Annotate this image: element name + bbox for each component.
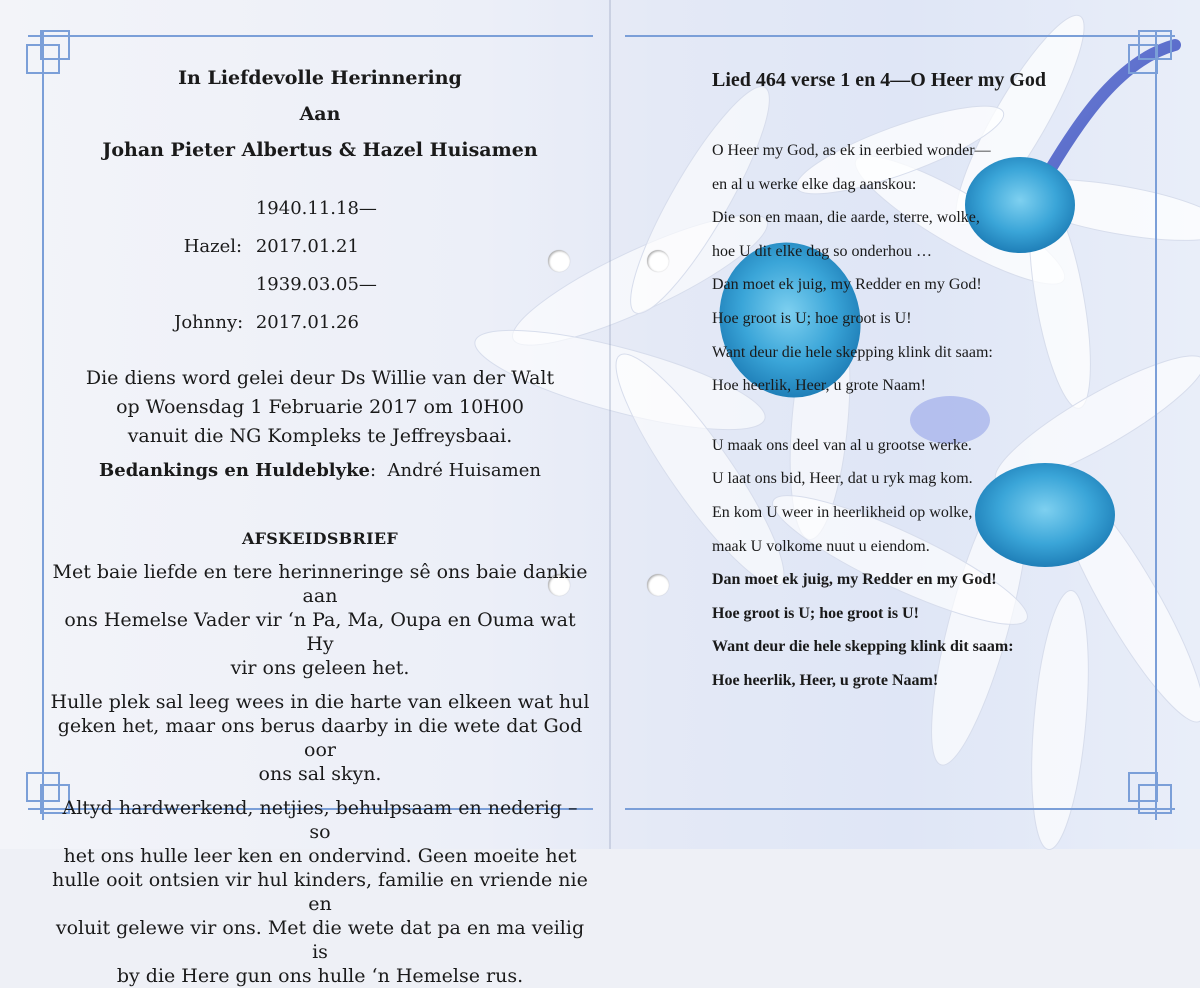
service-line: vanuit die NG Kompleks te Jeffreysbaai. bbox=[127, 425, 513, 447]
frame-top-left bbox=[28, 35, 593, 37]
verse-line: Die son en maan, die aarde, sterre, wolke, bbox=[712, 209, 980, 227]
verse-line: Hoe heerlik, Heer, u grote Naam! bbox=[712, 377, 926, 395]
paragraph-line: ons sal skyn. bbox=[258, 763, 382, 785]
verse-line: hoe U dit elke dag so onderhou … bbox=[712, 242, 932, 260]
service-block bbox=[50, 364, 590, 451]
verse-4 bbox=[712, 429, 1132, 698]
punch-hole bbox=[647, 574, 669, 596]
hazel-label: Hazel: bbox=[183, 236, 243, 257]
service-line: op Woensdag 1 Februarie 2017 om 10H00 bbox=[116, 396, 524, 418]
service-line: Die diens word gelei deur Ds Willie van der Walt bbox=[85, 367, 555, 389]
aan-label: Aan bbox=[299, 103, 341, 125]
farewell-paragraph bbox=[50, 560, 590, 680]
verse-line: U maak ons deel van al u grootse werke. bbox=[712, 436, 972, 454]
left-panel bbox=[50, 60, 590, 988]
corner-ornament-bottom-right bbox=[1128, 772, 1172, 816]
chorus-line: Dan moet ek juig, my Redder en my God! bbox=[712, 571, 997, 589]
verse-line: Want deur die hele skepping klink dit saam: bbox=[712, 343, 993, 361]
verse-line: O Heer my God, as ek in eerbied wonder— bbox=[712, 142, 991, 159]
paragraph-line: het ons hulle leer ken en ondervind. Geen moeite het bbox=[63, 845, 577, 867]
memorial-heading: In Liefdevolle Herinnering bbox=[178, 67, 462, 89]
song-title: Lied 464 verse 1 en 4—O Heer my God bbox=[712, 69, 1047, 91]
verse-line: Hoe groot is U; hoe groot is U! bbox=[712, 309, 912, 327]
thanks-label: Bedankings en Huldeblyke bbox=[99, 460, 371, 481]
johnny-dates-row bbox=[50, 266, 590, 342]
paragraph-line: ons Hemelse Vader vir ‘n Pa, Ma, Oupa en Ouma wat Hy bbox=[64, 609, 576, 655]
frame-left bbox=[42, 30, 44, 820]
chorus-line: Want deur die hele skepping klink dit saam: bbox=[712, 638, 1014, 656]
hazel-dates-row bbox=[50, 190, 590, 266]
paragraph-line: Hulle plek sal leeg wees in die harte van elkeen wat hul bbox=[50, 691, 590, 713]
johnny-label: Johnny: bbox=[174, 312, 244, 333]
verse-line: maak U volkome nuut u eiendom. bbox=[712, 537, 930, 555]
deceased-names: Johan Pieter Albertus & Hazel Huisamen bbox=[102, 139, 538, 161]
frame-right bbox=[1155, 30, 1157, 820]
paragraph-line: Met baie liefde en tere herinneringe sê ons baie dankie aan bbox=[52, 561, 588, 607]
verse-line: en al u werke elke dag aanskou: bbox=[712, 175, 917, 193]
verse-line: En kom U weer in heerlikheid op wolke, bbox=[712, 503, 973, 521]
chorus-line: Hoe groot is U; hoe groot is U! bbox=[712, 604, 919, 622]
verse-1 bbox=[712, 134, 1132, 403]
paragraph-line: hulle ooit ontsien vir hul kinders, familie en vriende nie en bbox=[52, 869, 588, 915]
paragraph-line: voluit gelewe vir ons. Met die wete dat pa en ma veilig is bbox=[55, 917, 585, 963]
verse-line: U laat ons bid, Heer, dat u ryk mag kom. bbox=[712, 470, 973, 488]
thanks-name: André Huisamen bbox=[387, 460, 541, 481]
punch-hole bbox=[647, 250, 669, 272]
paragraph-line: geken het, maar ons berus daarby in die wete dat God oor bbox=[57, 715, 583, 761]
paragraph-line: by die Here gun ons hulle ‘n Hemelse rus. bbox=[116, 965, 524, 987]
farewell-paragraph bbox=[50, 690, 590, 786]
chorus-line: Hoe heerlik, Heer, u grote Naam! bbox=[712, 671, 939, 689]
corner-ornament-top-right bbox=[1128, 30, 1172, 74]
dates-block bbox=[50, 190, 590, 342]
farewell-heading: AFSKEIDSBRIEF bbox=[241, 529, 399, 548]
paragraph-line: Altyd hardwerkend, netjies, behulpsaam en nederig – so bbox=[62, 797, 578, 843]
frame-bottom-right bbox=[625, 808, 1175, 810]
verse-line: Dan moet ek juig, my Redder en my God! bbox=[712, 276, 982, 294]
farewell-paragraph bbox=[50, 796, 590, 988]
thanks-line: Bedankings en Huldeblyke: André Huisamen bbox=[99, 460, 541, 481]
hazel-dates: 1940.11.18—2017.01.21 bbox=[255, 198, 377, 257]
frame-top-right bbox=[625, 35, 1175, 37]
johnny-dates: 1939.03.05—2017.01.26 bbox=[255, 274, 377, 333]
fold-line bbox=[609, 0, 611, 849]
paragraph-line: vir ons geleen het. bbox=[230, 657, 410, 679]
right-panel bbox=[712, 66, 1132, 698]
